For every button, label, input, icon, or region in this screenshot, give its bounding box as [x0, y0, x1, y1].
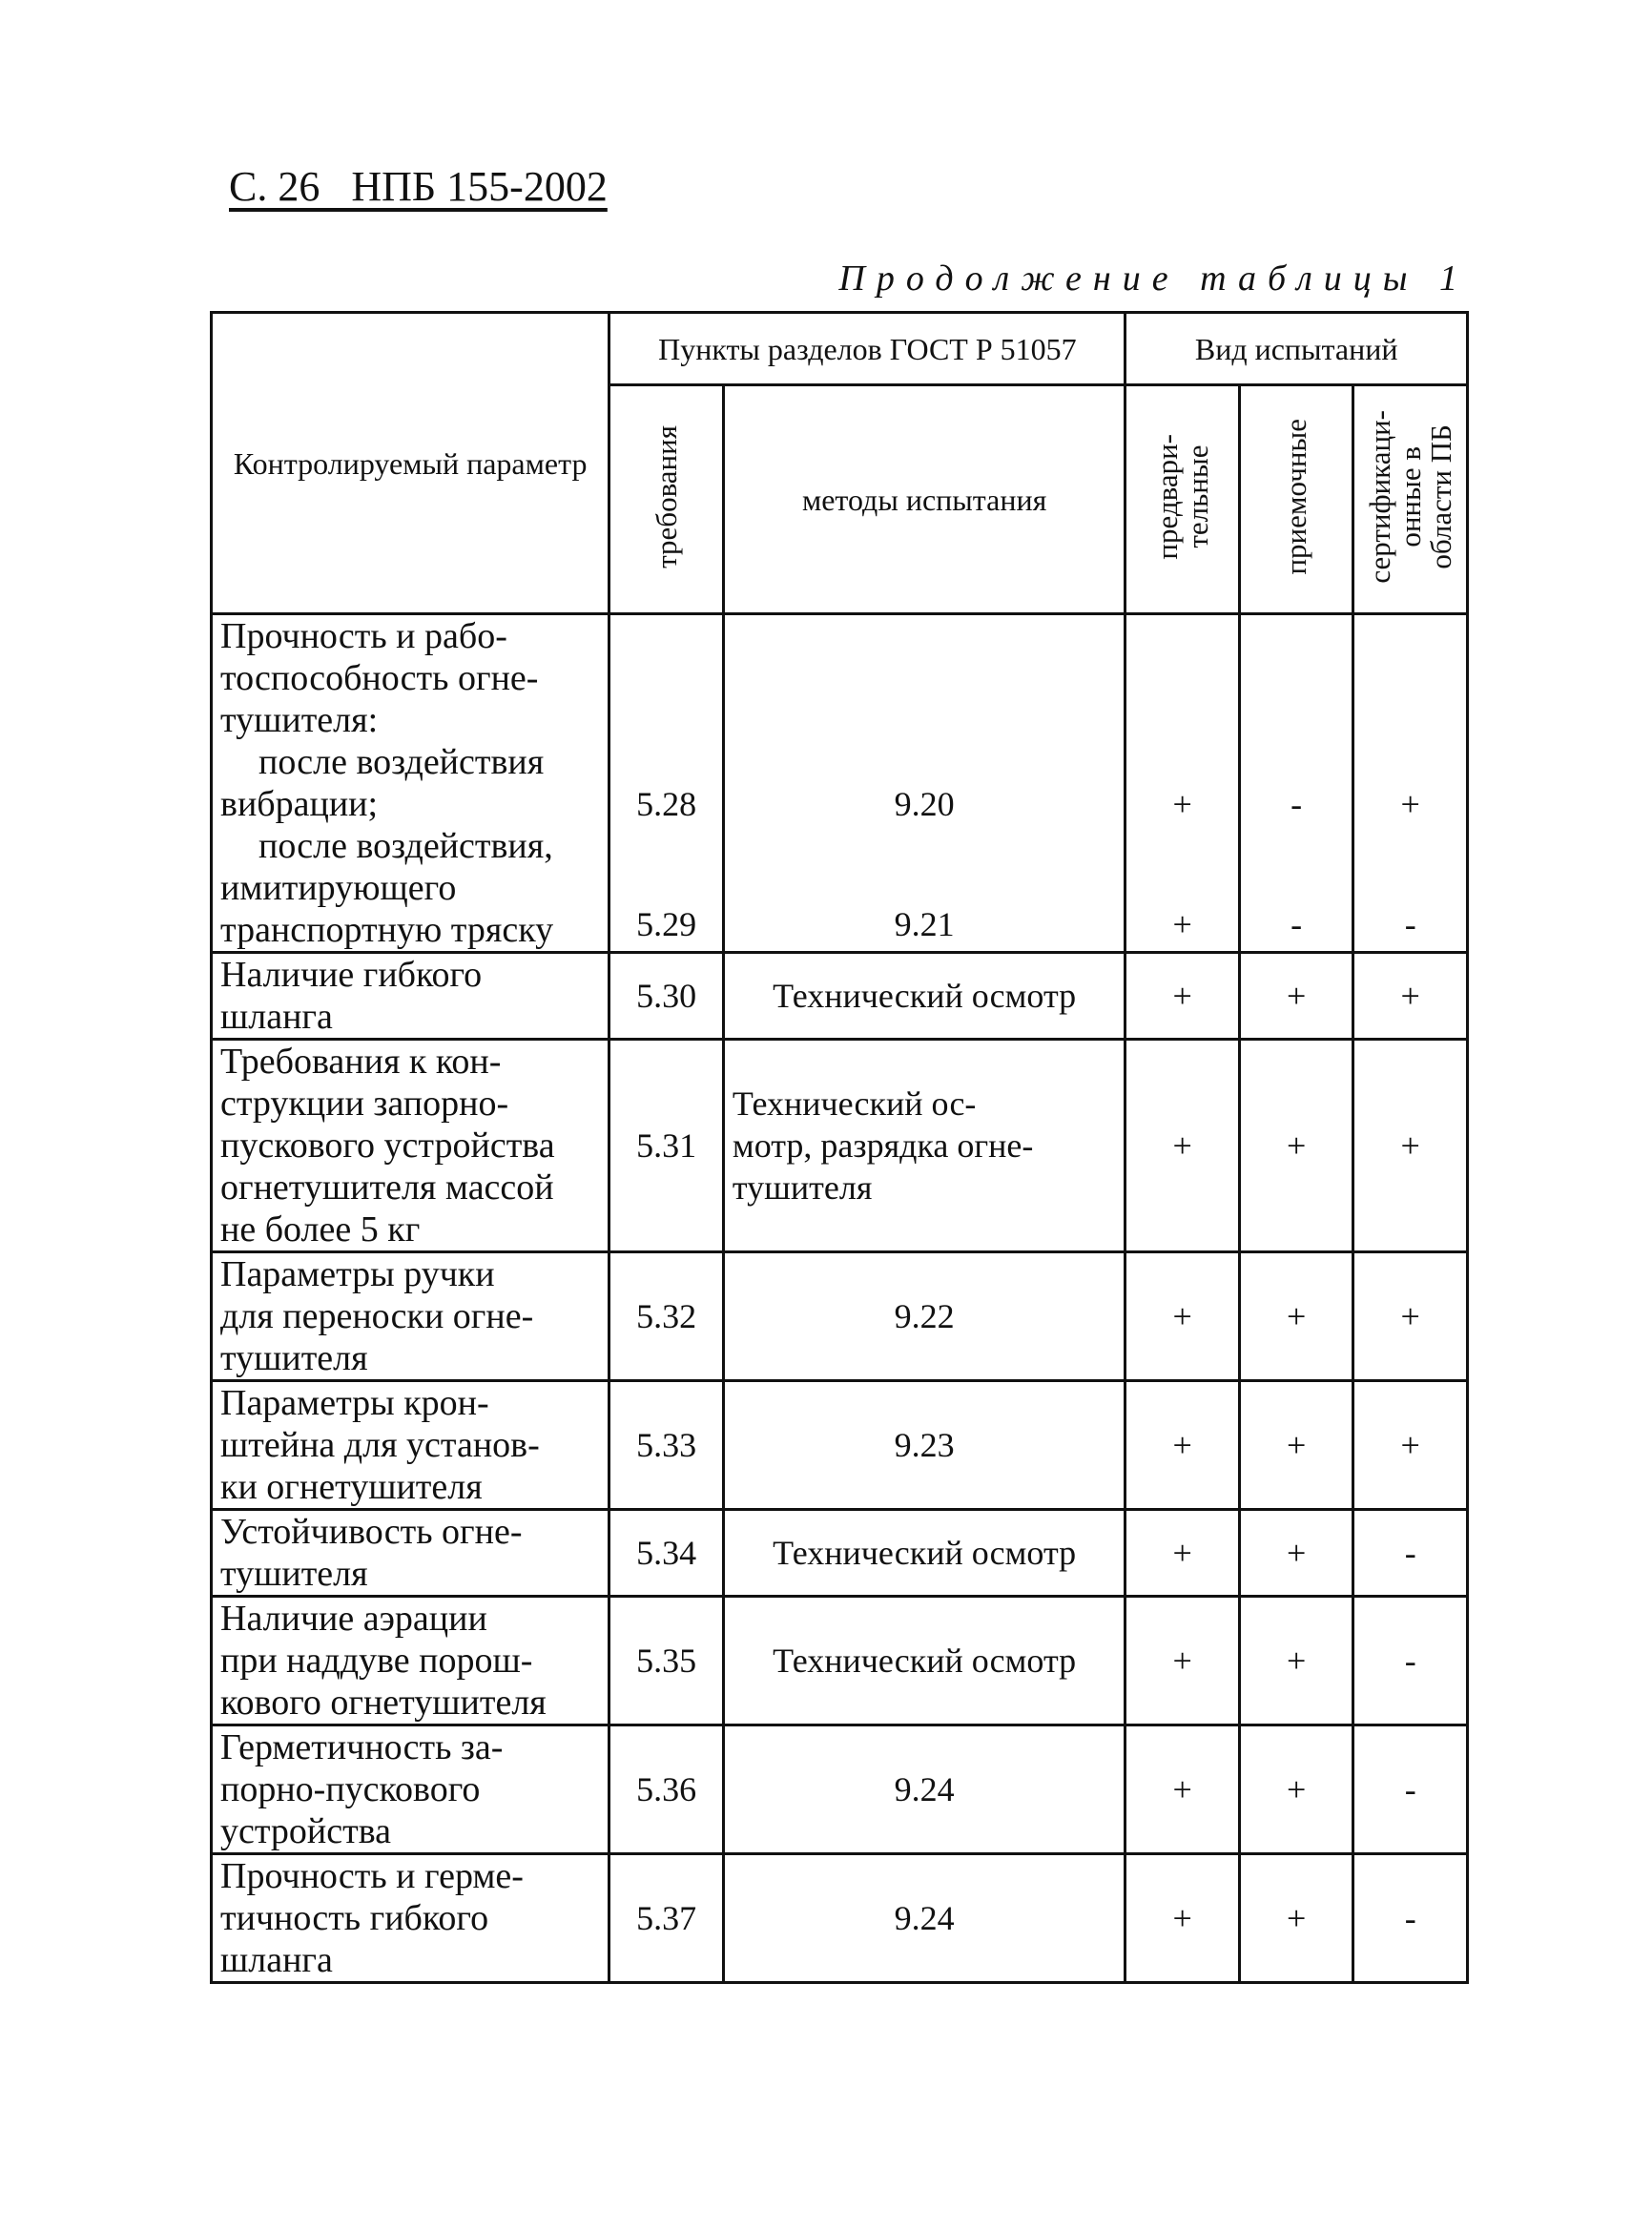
header-acceptance: приемочные [1239, 385, 1353, 614]
certification-mark-cell: + [1353, 953, 1468, 1040]
preliminary-mark-cell: + [1125, 1040, 1240, 1252]
preliminary-mark-cell: + [1125, 1252, 1240, 1381]
acceptance-mark-cell: + [1239, 1854, 1353, 1983]
acceptance-mark-cell: + [1239, 1040, 1353, 1252]
certification-mark-cell: - [1353, 1854, 1468, 1983]
certification-mark-cell: + - [1353, 614, 1468, 953]
certification-mark-cell: - [1353, 1510, 1468, 1597]
requirement-cell: 5.34 [609, 1510, 724, 1597]
header-test-types: Вид испытаний [1125, 313, 1468, 385]
acceptance-mark-cell: + [1239, 1510, 1353, 1597]
header-controlled-parameter: Контролируемый параметр [212, 313, 609, 614]
parameter-cell: Наличие аэрации при наддуве порош- кового огнетушителя [212, 1597, 609, 1725]
requirement-cell: 5.32 [609, 1252, 724, 1381]
page-reference: С. 26 НПБ 155-2002 [229, 163, 608, 210]
method-cell: 9.24 [723, 1725, 1125, 1854]
test-parameters-table [210, 311, 1469, 1984]
table-row [212, 1040, 1468, 1252]
requirement-cell: 5.33 [609, 1381, 724, 1510]
preliminary-mark-cell: + [1125, 1381, 1240, 1510]
certification-mark-cell: - [1353, 1725, 1468, 1854]
parameter-cell: Прочность и рабо- тоспособность огне- тушителя: после воздействия вибрации; после воздействия, имитирующего транспортную тряску [212, 614, 609, 953]
parameter-cell: Прочность и герме- тичность гибкого шланга [212, 1854, 609, 1983]
table-row [212, 614, 1468, 953]
preliminary-mark-cell: + [1125, 1597, 1240, 1725]
requirement-cell: 5.36 [609, 1725, 724, 1854]
table-row [212, 1597, 1468, 1725]
requirement-cell: 5.30 [609, 953, 724, 1040]
preliminary-mark-cell: + [1125, 953, 1240, 1040]
header-gost-sections: Пункты разделов ГОСТ Р 51057 [609, 313, 1125, 385]
header-certification: сертификаци- онные в области ПБ [1353, 385, 1468, 614]
acceptance-mark-cell: + [1239, 953, 1353, 1040]
table-row [212, 1854, 1468, 1983]
method-cell: Технический ос- мотр, разрядка огне- тушителя [723, 1040, 1125, 1252]
header-preliminary: предвари- тельные [1125, 385, 1240, 614]
parameter-cell: Герметичность за- порно-пускового устройства [212, 1725, 609, 1854]
header-test-methods: методы испытания [723, 385, 1125, 614]
acceptance-mark-cell: + [1239, 1381, 1353, 1510]
requirement-cell: 5.35 [609, 1597, 724, 1725]
method-cell: Технический осмотр [723, 1597, 1125, 1725]
requirement-cell: 5.28 5.29 [609, 614, 724, 953]
preliminary-mark-cell: + + [1125, 614, 1240, 953]
table-row [212, 1510, 1468, 1597]
requirement-cell: 5.37 [609, 1854, 724, 1983]
acceptance-mark-cell: + [1239, 1597, 1353, 1725]
preliminary-mark-cell: + [1125, 1510, 1240, 1597]
method-cell: 9.24 [723, 1854, 1125, 1983]
parameter-cell: Параметры ручки для переноски огне- тушителя [212, 1252, 609, 1381]
table-row [212, 1725, 1468, 1854]
acceptance-mark-cell: - - [1239, 614, 1353, 953]
method-cell: 9.23 [723, 1381, 1125, 1510]
certification-mark-cell: + [1353, 1381, 1468, 1510]
parameter-cell: Параметры крон- штейна для установ- ки огнетушителя [212, 1381, 609, 1510]
preliminary-mark-cell: + [1125, 1725, 1240, 1854]
certification-mark-cell: - [1353, 1597, 1468, 1725]
parameter-cell: Наличие гибкого шланга [212, 953, 609, 1040]
method-cell: 9.20 9.21 [723, 614, 1125, 953]
method-cell: Технический осмотр [723, 1510, 1125, 1597]
table-continuation-caption: Продолжение таблицы 1 [838, 258, 1469, 299]
method-cell: Технический осмотр [723, 953, 1125, 1040]
table-row [212, 953, 1468, 1040]
certification-mark-cell: + [1353, 1252, 1468, 1381]
acceptance-mark-cell: + [1239, 1725, 1353, 1854]
header-requirements: требования [609, 385, 724, 614]
parameter-cell: Требования к кон- струкции запорно- пускового устройства огнетушителя массой не более 5 кг [212, 1040, 609, 1252]
requirement-cell: 5.31 [609, 1040, 724, 1252]
acceptance-mark-cell: + [1239, 1252, 1353, 1381]
table-row [212, 1252, 1468, 1381]
certification-mark-cell: + [1353, 1040, 1468, 1252]
method-cell: 9.22 [723, 1252, 1125, 1381]
preliminary-mark-cell: + [1125, 1854, 1240, 1983]
table-row [212, 1381, 1468, 1510]
parameter-cell: Устойчивость огне- тушителя [212, 1510, 609, 1597]
